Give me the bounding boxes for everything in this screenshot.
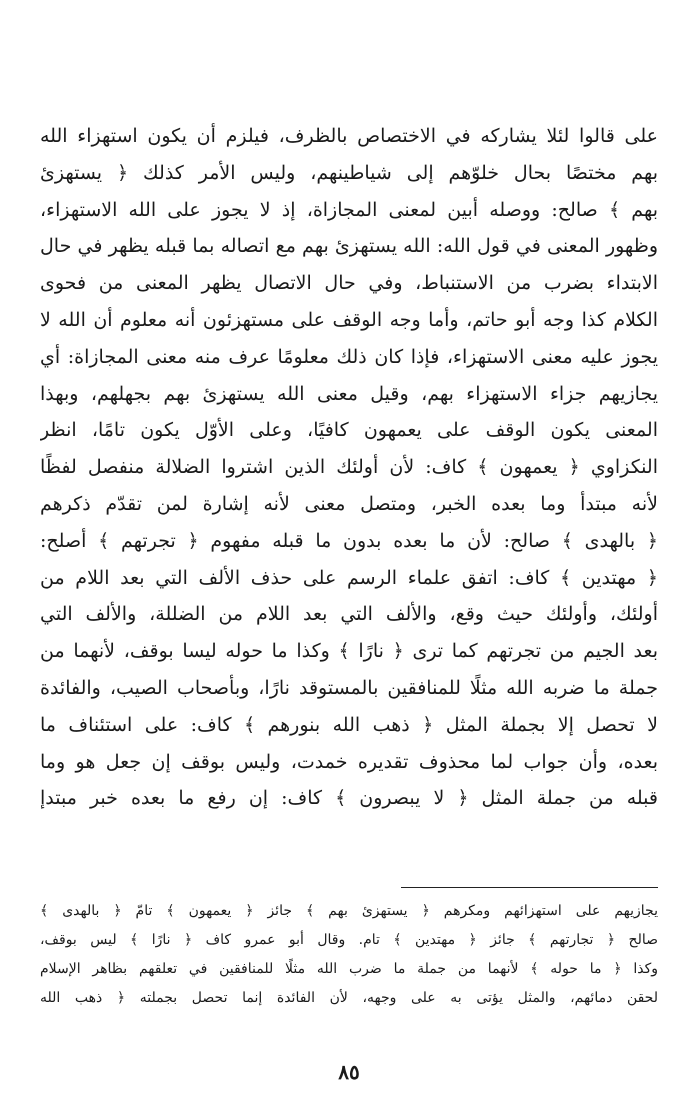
text-line: المعنى يكون الوقف على يعمهون كافيًا، وعلى الأوّل يكون تامًا، انظر <box>40 419 658 442</box>
text-line: لأنه مبتدأ وما بعده الخبر، ومتصل معنى لأنه إشارة لمن تقدّم ذكرهم <box>40 492 658 515</box>
text-line: بهم مختصًا بحال خلوّهم إلى شياطينهم، وليس الأمر كذلك ﴿ يستهزئ <box>40 161 658 184</box>
text-line: بهم ﴾ صالح: ووصله أبين لمعنى المجازاة، إذ لا يجوز على الله الاستهزاء، <box>40 198 658 221</box>
footnote-line: لحقن دمائهم، والمثل يؤتى به على وجهه، لأن الفائدة إنما تحصل بجملته ﴿ ذهب الله <box>40 990 658 1006</box>
text-line: جملة ما ضربه الله مثلًا للمنافقين بالمستوقد نارًا، وبأصحاب الصيب، والفائدة <box>40 676 658 699</box>
text-line: يجازيهم جزاء الاستهزاء بهم، وقيل معنى الله يستهزئ بهم بجهلهم، وبهذا <box>40 382 658 405</box>
text-line: بعده، وأن جواب لما محذوف تقديره خمدت، وليس بوقف إن جعل هو وما <box>40 750 658 773</box>
text-line: قبله من جملة المثل ﴿ لا يبصرون ﴾ كاف: إن رفع ما بعده خبر مبتدإ <box>40 787 658 810</box>
text-line: الابتداء بضرب من الاستنباط، وفي حال الاتصال يظهر المعنى من فحوى <box>40 272 658 295</box>
text-line: وظهور المعنى في قول الله: الله يستهزئ بهم مع اتصاله بما قبله يظهر في حال <box>40 235 658 258</box>
text-line: على قالوا لئلا يشاركه في الاختصاص بالظرف، فيلزم أن يكون استهزاء الله <box>40 125 658 147</box>
text-line: النكزاوي ﴿ يعمهون ﴾ كاف: لأن أولئك الذين اشتروا الضلالة منفصل لفظًا <box>40 456 658 479</box>
footnote-line: صالح ﴿ تجارتهم ﴾ جائز ﴿ مهتدين ﴾ تام. وقال أبو عمرو كاف ﴿ نارًا ﴾ ليس بوقف، <box>40 932 658 948</box>
text-line: بعد الجيم من تجرتهم كما ترى ﴿ نارًا ﴾ وكذا ما حوله ليسا بوقف، لأنهما من <box>40 640 658 663</box>
text-line: لا تحصل إلا بجملة المثل ﴿ ذهب الله بنورهم ﴾ كاف: على استئناف ما <box>40 713 658 736</box>
text-line: ﴿ بالهدى ﴾ صالح: لأن ما بعده بدون ما قبله مفهوم ﴿ تجرتهم ﴾ أصلح: <box>40 529 658 552</box>
page-number: ٨٥ <box>338 1060 360 1084</box>
text-line: أولئك، وأولئك حيث وقع، والألف التي بعد اللام من الضللة، والألف التي <box>40 603 658 626</box>
text-line: الكلام كذا وجه أبو حاتم، وأما وجه الوقف على مستهزئون أنه معلوم أن الله لا <box>40 308 658 331</box>
footnote-divider <box>401 887 658 888</box>
text-line: ﴿ مهتدين ﴾ كاف: اتفق علماء الرسم على حذف الألف التي بعد اللام من <box>40 566 658 589</box>
footnote-line: يجازيهم على استهزائهم ومكرهم ﴿ يستهزئ بهم ﴾ جائز ﴿ يعمهون ﴾ تامّ ﴿ بالهدى ﴾ <box>40 903 658 919</box>
text-line: يجوز عليه معنى الاستهزاء، فإذا كان ذلك معلومًا عرف منه معنى المجازاة: أي <box>40 345 658 368</box>
footnotes <box>40 897 658 1013</box>
main-text-body <box>40 118 658 817</box>
footnote-line: وكذا ﴿ ما حوله ﴾ لأنهما من جملة ما ضرب الله مثلًا للمنافقين في تعلقهم بظاهر الإسلام <box>40 961 658 977</box>
